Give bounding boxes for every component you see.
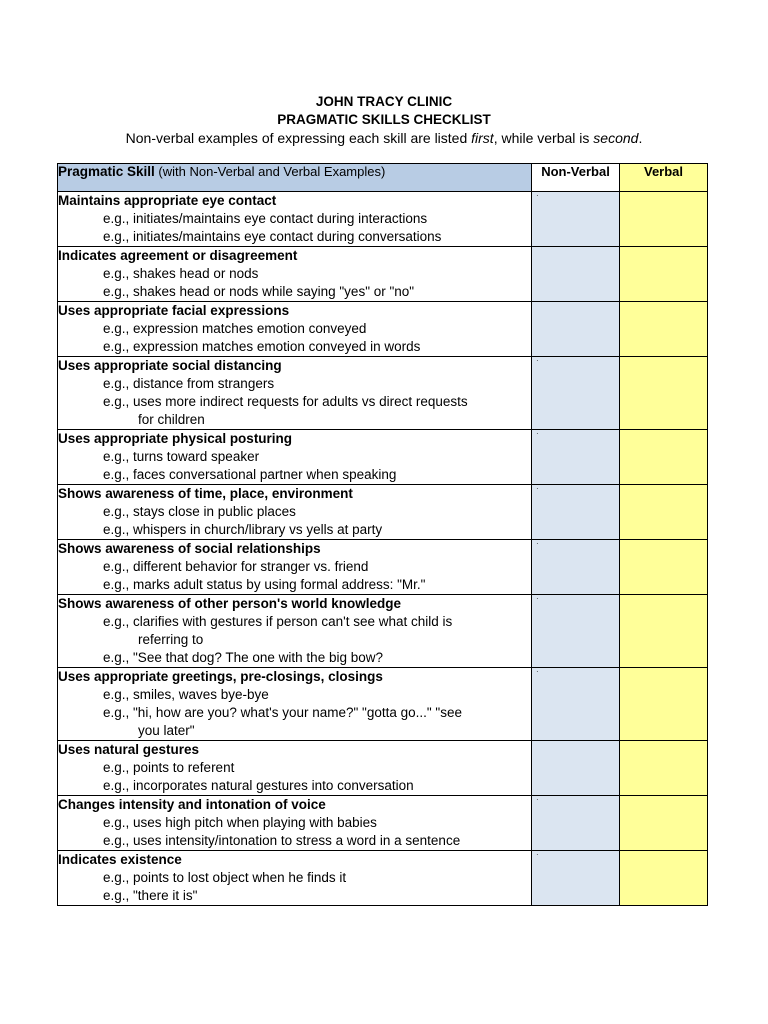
table-row <box>58 247 708 302</box>
skill-example <box>58 283 531 301</box>
skill-example <box>58 558 531 576</box>
clinic-title: JOHN TRACY CLINIC <box>315 94 453 109</box>
table-row <box>58 430 708 485</box>
example-text: e.g., smiles, waves bye-bye <box>103 687 269 702</box>
skill-example <box>58 777 531 795</box>
example-text-continued: for children <box>138 412 205 427</box>
skill-name: Uses natural gestures <box>58 742 200 757</box>
skill-name: Uses appropriate physical posturing <box>58 431 293 446</box>
skill-example <box>58 832 531 850</box>
verbal-checkbox-cell[interactable] <box>620 741 708 796</box>
skill-example <box>58 393 531 429</box>
table-row <box>58 357 708 430</box>
skill-example <box>58 814 531 832</box>
skill-example <box>58 521 531 539</box>
verbal-checkbox-cell[interactable] <box>620 796 708 851</box>
skill-example <box>58 375 531 393</box>
example-text: e.g., incorporates natural gestures into conversation <box>103 778 414 793</box>
tick-mark: · <box>536 429 539 438</box>
tick-mark: · <box>536 594 539 603</box>
skill-example <box>58 686 531 704</box>
table-row <box>58 540 708 595</box>
nonverbal-checkbox-cell[interactable] <box>532 357 620 430</box>
document-header <box>0 93 768 147</box>
verbal-checkbox-cell[interactable] <box>620 192 708 247</box>
skill-example <box>58 704 531 740</box>
nonverbal-checkbox-cell[interactable] <box>532 668 620 741</box>
tick-mark: · <box>536 484 539 493</box>
skills-checklist-table <box>57 163 708 906</box>
table-row <box>58 851 708 906</box>
skill-cell <box>58 741 532 796</box>
skill-name: Maintains appropriate eye contact <box>58 193 277 208</box>
example-text: e.g., whispers in church/library vs yells at party <box>103 522 383 537</box>
column-header-verbal: Verbal <box>620 164 708 192</box>
example-text: e.g., clarifies with gestures if person can't see what child is <box>103 614 453 629</box>
skill-example <box>58 228 531 246</box>
nonverbal-checkbox-cell[interactable] <box>532 485 620 540</box>
nonverbal-checkbox-cell[interactable] <box>532 595 620 668</box>
table-row <box>58 485 708 540</box>
table-row <box>58 192 708 247</box>
verbal-checkbox-cell[interactable] <box>620 668 708 741</box>
skill-cell <box>58 851 532 906</box>
example-text: e.g., uses intensity/intonation to stress a word in a sentence <box>103 833 461 848</box>
skill-name: Shows awareness of social relationships <box>58 541 321 556</box>
skill-cell <box>58 192 532 247</box>
skill-example <box>58 613 531 649</box>
skill-name: Shows awareness of other person's world knowledge <box>58 596 402 611</box>
skill-cell <box>58 668 532 741</box>
tick-mark: · <box>536 795 539 804</box>
verbal-checkbox-cell[interactable] <box>620 430 708 485</box>
table-row <box>58 302 708 357</box>
table-row <box>58 595 708 668</box>
skill-cell <box>58 796 532 851</box>
skill-example <box>58 759 531 777</box>
verbal-checkbox-cell[interactable] <box>620 302 708 357</box>
skill-name: Uses appropriate greetings, pre-closings, closings <box>58 669 383 684</box>
nonverbal-checkbox-cell[interactable] <box>532 540 620 595</box>
verbal-checkbox-cell[interactable] <box>620 595 708 668</box>
verbal-checkbox-cell[interactable] <box>620 540 708 595</box>
example-text: e.g., marks adult status by using formal address: "Mr." <box>103 577 426 592</box>
example-text: e.g., shakes head or nods while saying "yes" or "no" <box>103 284 415 299</box>
table-row <box>58 741 708 796</box>
tick-mark: · <box>536 850 539 859</box>
skill-example <box>58 869 531 887</box>
skill-example <box>58 265 531 283</box>
column-header-nonverbal: Non-Verbal <box>532 164 620 192</box>
table-header-row <box>58 164 708 192</box>
table-row <box>58 668 708 741</box>
example-text: e.g., different behavior for stranger vs. friend <box>103 559 369 574</box>
column-header-skill: Pragmatic Skill (with Non-Verbal and Verbal Examples) <box>58 164 532 192</box>
table-row <box>58 796 708 851</box>
example-text: e.g., "there it is" <box>103 888 198 903</box>
example-text: e.g., initiates/maintains eye contact during interactions <box>103 211 428 226</box>
example-text: e.g., shakes head or nods <box>103 266 259 281</box>
skill-example <box>58 649 531 667</box>
skill-cell <box>58 357 532 430</box>
skill-example <box>58 576 531 594</box>
skill-name: Shows awareness of time, place, environment <box>58 486 353 501</box>
nonverbal-checkbox-cell[interactable] <box>532 192 620 247</box>
instructions-note: Non-verbal examples of expressing each skill are listed first, while verbal is second. <box>125 130 643 146</box>
example-text-continued: referring to <box>138 632 204 647</box>
skill-example <box>58 448 531 466</box>
example-text: e.g., points to lost object when he finds it <box>103 870 347 885</box>
example-text: e.g., uses more indirect requests for adults vs direct requests <box>103 394 468 409</box>
skill-cell <box>58 247 532 302</box>
skill-name: Uses appropriate social distancing <box>58 358 282 373</box>
nonverbal-checkbox-cell[interactable] <box>532 851 620 906</box>
example-text: e.g., expression matches emotion conveyed in words <box>103 339 421 354</box>
example-text: e.g., expression matches emotion conveyed <box>103 321 367 336</box>
skill-example <box>58 503 531 521</box>
example-text: e.g., initiates/maintains eye contact during conversations <box>103 229 442 244</box>
example-text: e.g., points to referent <box>103 760 235 775</box>
example-text: e.g., uses high pitch when playing with babies <box>103 815 377 830</box>
nonverbal-checkbox-cell[interactable] <box>532 741 620 796</box>
skill-cell <box>58 540 532 595</box>
checklist-title: PRAGMATIC SKILLS CHECKLIST <box>277 112 491 127</box>
skill-name: Indicates existence <box>58 852 182 867</box>
skill-cell <box>58 595 532 668</box>
skill-cell <box>58 430 532 485</box>
tick-mark: · <box>536 539 539 548</box>
example-text-continued: you later" <box>138 723 195 738</box>
nonverbal-checkbox-cell[interactable] <box>532 302 620 357</box>
nonverbal-checkbox-cell[interactable] <box>532 430 620 485</box>
verbal-checkbox-cell[interactable] <box>620 485 708 540</box>
skill-example <box>58 887 531 905</box>
tick-mark: · <box>536 667 539 676</box>
skill-cell <box>58 485 532 540</box>
skill-name: Indicates agreement or disagreement <box>58 248 298 263</box>
example-text: e.g., faces conversational partner when speaking <box>103 467 397 482</box>
skill-cell <box>58 302 532 357</box>
tick-mark: · <box>536 191 539 200</box>
verbal-checkbox-cell[interactable] <box>620 357 708 430</box>
example-text: e.g., "See that dog? The one with the big bow? <box>103 650 383 665</box>
verbal-checkbox-cell[interactable] <box>620 851 708 906</box>
nonverbal-checkbox-cell[interactable] <box>532 247 620 302</box>
verbal-checkbox-cell[interactable] <box>620 247 708 302</box>
skill-name: Uses appropriate facial expressions <box>58 303 290 318</box>
skill-example <box>58 466 531 484</box>
nonverbal-checkbox-cell[interactable] <box>532 796 620 851</box>
skill-example <box>58 338 531 356</box>
example-text: e.g., stays close in public places <box>103 504 296 519</box>
skill-example <box>58 210 531 228</box>
skill-example <box>58 320 531 338</box>
example-text: e.g., turns toward speaker <box>103 449 260 464</box>
example-text: e.g., distance from strangers <box>103 376 275 391</box>
skill-name: Changes intensity and intonation of voice <box>58 797 326 812</box>
example-text: e.g., "hi, how are you? what's your name?" "gotta go..." "see <box>103 705 462 720</box>
tick-mark: · <box>536 356 539 365</box>
